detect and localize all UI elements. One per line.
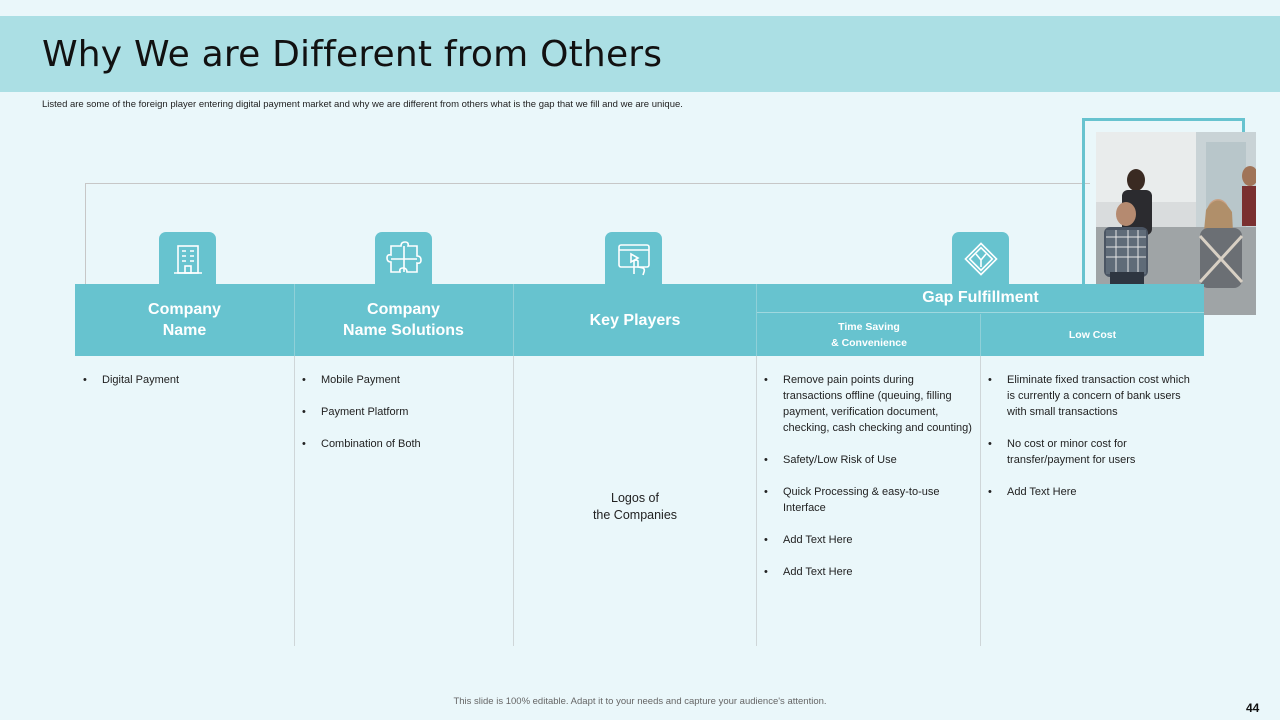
list-item: • Add Text Here: [764, 564, 976, 580]
list-item: • Combination of Both: [302, 436, 507, 452]
puzzle-icon: [386, 241, 422, 277]
building-icon-tab: [159, 232, 216, 286]
road-sign-icon: [962, 240, 1000, 278]
list-item: • Add Text Here: [988, 484, 1200, 500]
list-item: • Digital Payment: [83, 372, 288, 388]
list-item: • No cost or minor cost for transfer/payment for users: [988, 436, 1200, 468]
header-divider: [980, 314, 981, 356]
connector-line: [85, 183, 1090, 285]
touch-screen-icon-tab: [605, 232, 662, 286]
building-icon: [170, 241, 206, 277]
road-sign-icon-tab: [952, 232, 1009, 286]
column-divider: [980, 356, 981, 646]
header-divider: [294, 284, 295, 356]
company-solutions-list: [302, 372, 507, 468]
list-item: • Quick Processing & easy-to-use Interface: [764, 484, 976, 516]
list-item: • Mobile Payment: [302, 372, 507, 388]
slide-title: Why We are Different from Others: [42, 34, 663, 75]
list-item: • Remove pain points during transactions offline (queuing, filling payment, verification document, checking, cash checking and counting): [764, 372, 976, 436]
header-gap-fulfillment: Gap Fulfillment: [757, 284, 1204, 313]
touch-screen-icon: [616, 241, 652, 277]
list-item: • Safety/Low Risk of Use: [764, 452, 976, 468]
header-company-name: Company Name: [148, 301, 221, 339]
key-players-placeholder: Logos of the Companies: [592, 491, 678, 522]
subheader-time-saving: Time Saving & Convenience: [831, 321, 907, 349]
company-name-list: [83, 372, 288, 404]
list-item: • Payment Platform: [302, 404, 507, 420]
page-number: 44: [1246, 701, 1260, 715]
puzzle-icon-tab: [375, 232, 432, 286]
list-item: • Eliminate fixed transaction cost which is currently a concern of bank users with small transactions: [988, 372, 1200, 420]
time-saving-list: [764, 372, 976, 596]
header-divider: [513, 284, 514, 356]
header-key-players: Key Players: [589, 311, 681, 329]
slide-footer: This slide is 100% editable. Adapt it to your needs and capture your audience's attention.: [453, 696, 827, 707]
column-divider: [756, 356, 757, 646]
column-divider: [294, 356, 295, 646]
subheader-low-cost: Low Cost: [1068, 329, 1117, 341]
slide-subtitle: Listed are some of the foreign player entering digital payment market and why we are different from others what is the gap that we fill and we are unique.: [42, 99, 683, 110]
list-item: • Add Text Here: [764, 532, 976, 548]
low-cost-list: [988, 372, 1200, 516]
header-divider: [756, 284, 757, 356]
header-company-solutions: Company Name Solutions: [343, 301, 464, 339]
